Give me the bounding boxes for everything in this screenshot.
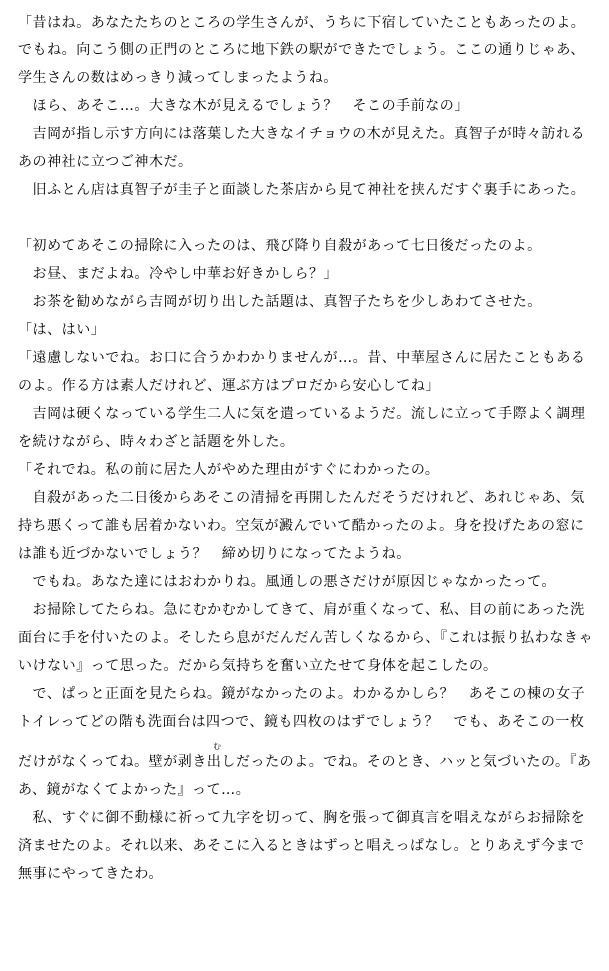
text-line: 「初めてあそこの掃除に入ったのは、飛び降り自殺があって七日後だったのよ。 [18,238,542,254]
text-line: 自殺があった二日後からあそこの清掃を再開したんだそうだけれど、あれじゃあ、気 [18,490,585,506]
text-line: でもね。あなた達にはおわかりね。風通しの悪さだけが原因じゃなかったって。 [18,574,557,590]
text-line: 面台に手を付いたのよ。そしたら息がだんだん苦しくなるから、『これは振り払わなきゃ [18,630,593,646]
text-line: 吉岡は硬くなっている学生二人に気を遣っているようだ。流しに立って手際よく調理 [18,406,586,422]
text-line: のよ。作る方は素人だけれど、運ぶ方はプロだから安心してね」 [18,378,440,394]
text-line: ほら、あそこ…。大きな木が見えるでしょう？ そこの手前なの」 [18,98,469,114]
text-line: 無事にやってきたわ。 [18,866,163,882]
text-line: 私、すぐに御不動様に祈って九字を切って、胸を張って御真言を唱えながらお掃除を [18,810,586,826]
text-line: あの神社に立つご神木だ。 [18,154,193,170]
text-line: お掃除してたらね。急にむかむかしてきて、肩が重くなって、私、目の前にあった洗 [18,602,585,618]
text-line: だけがなくってね。壁が剥き出しだったのよ。でね。そのとき、ハッと気づいたの。『あ [18,754,592,770]
text-line: 吉岡が指し示す方向には落葉した大きなイチョウの木が見えた。真智子が時々訪れる [18,126,586,142]
text-line: トイレってどの階も洗面台は四つで、鏡も四枚のはずでしょう？ でも、あそこの一枚 [18,714,585,730]
text-line: は誰も近づかないでしょう？ 締め切りになってたようね。 [18,546,411,562]
text-line: 持ち悪くって誰も居着かないわ。空気が澱んでいて酷かったのよ。身を投げたあの窓に [18,518,585,534]
text-line: あ、鏡がなくてよかった』って…。 [18,782,251,798]
ruby-annotation: む [213,742,221,751]
text-line: いけない』って思った。だから気持ちを奮い立たせて身体を起こしたの。 [18,658,498,674]
text-line: 「遠慮しないでね。お口に合うかわかりませんが…。昔、中華屋さんに居たこともある [18,350,586,366]
text-line: 旧ふとん店は真智子が圭子と面談した茶店から見て神社を挟んだすぐ裏手にあった。 [18,182,586,198]
text-line: 済ませたのよ。それ以来、あそこに入るときはずっと唱えっぱなし。とりあえず今まで [18,838,585,854]
text-line: を続けながら、時々わざと話題を外した。 [18,434,295,450]
text-line: で、ぱっと正面を見たらね。鏡がなかったのよ。わかるかしら？ あそこの棟の女子 [18,686,586,702]
text-line: 学生さんの数はめっきり減ってしまったようね。 [18,70,338,86]
text-line: でもね。向こう側の正門のところに地下鉄の駅ができたでしょう。ここの通りじゃあ、 [18,42,585,58]
text-line: 「は、はい」 [18,322,106,338]
text-line: 「それでね。私の前に居た人がやめた理由がすぐにわかったの。 [18,462,440,478]
text-line: お昼、まだよね。冷やし中華お好きかしら？」 [18,266,339,282]
text-line: お茶を勧めながら吉岡が切り出した話題は、真智子たちを少しあわてさせた。 [18,294,542,310]
text-line: 「昔はね。あなたたちのところの学生さんが、うちに下宿していたこともあったのよ。 [18,15,586,31]
